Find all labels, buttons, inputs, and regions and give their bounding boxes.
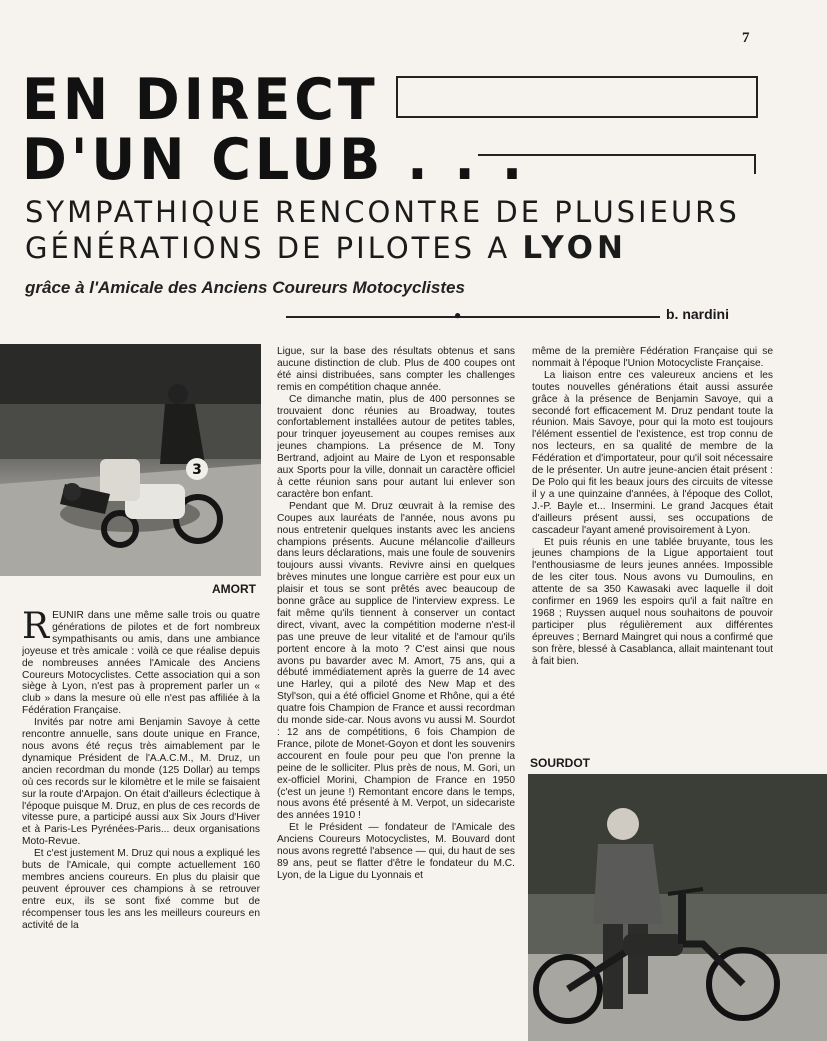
article-column-3 [532,346,773,746]
paragraph [22,610,260,717]
paragraph: Ce dimanche matin, plus de 400 personnes se trouvaient donc réunies au Broadway, toutes confortablement installées autour de petites tables, pour trinquer joyeusement au coupes remises aux jeunes champions. La présence de M. Tony Bertrand, adjoint au Maire de Lyon et responsable aux Sports pour la ville, donnait un caractère officiel à cette réunion sans pour autant lui enlever son caractère bon enfant. [277,393,515,500]
subtitle-city: LYON [522,230,627,266]
byline-author: b. nardini [666,306,729,322]
paragraph: Et puis réunis en une tablée bruyante, tous les jeunes champions de la Ligue apportaient tout l'enthousiasme de leurs jeunes années. Impossible de les citer tous. Nous avons vu Dumoulins, en attente de sa 350 Kawasaki avec laquelle il doit confirmer en 1969 les espoirs qu'il a fait naître en 1968 ; Ruyssen auquel nous souhaitons de pouvoir participer plus régulièrement aux différentes épreuves ; Bernard Maingret qui nous a confirmé que son frère, blessé à Casablanca, allait maintenant tout à fait bien. [532,536,773,667]
paragraph: Invités par notre ami Benjamin Savoye à cette rencontre annuelle, sans doute unique en France, nous avons été reçus très aimablement par le dynamique Président de l'A.A.C.M., M. Druz, un ancien recordman du monde (125 Dollar) au temps où ces records sur le kilomètre et le mile se faisaient sur la route d'Arpajon. On était d'ailleurs éclectique à l'époque puisque M. Druz, en plus de ces records de vitesse pure, a participé aussi aux Six Jours d'Hiver et à Paris-Les Pyrénées-Paris... deux organisations Moto-Revue. [22,717,260,848]
paragraph: La liaison entre ces valeureux anciens et les toutes nouvelles générations était aussi assurée grâce à la présence de Benjamin Savoye, qui a secondé fort efficacement M. Druz pendant toute la réunion. Mais Savoye, pour qui la moto est toujours l'élément essentiel de l'existence, est trop connu de nos lecteurs, en sa qualité de membre de la Fédération et d'importateur, pour qu'il soit nécessaire de le présenter. Un autre jeune-ancien était présent : De Polo qui fit les beaux jours des circuits de vitesse il y a une quinzaine d'années, à l'époque des Collot, J.-P. Bayle et... Insermini. Le grand Jacques était d'ailleurs présent aussi, ses occupations de cascadeur l'ayant amené provisoirement à Lyon. [532,369,773,536]
headline-frame-corner [478,154,756,174]
paragraph-text: EUNIR dans une même salle trois ou quatre générations de pilotes et de fort nombreux sympathisants ou amis, dans une ambiance joyeuse et très amicale : voilà ce que réalise depuis de nombreuses années l'Amicale des Anciens Coureurs Motocyclistes. Cette association qui a son siège à Lyon, n'est pas à proprement parler un « club » dans la mesure où elle n'est pas affiliée à la Fédération Française. [22,610,260,717]
subtitle-line-2 [25,232,627,264]
paragraph: Pendant que M. Druz œuvrait à la remise des Coupes aux lauréats de l'année, nous avons pu nous entretenir quelques instants avec les anciens champions présents. Aucune mélancolie d'ailleurs dans leurs déclarations, mais une foule de souvenirs toujours aussi vivants. Revivre ainsi en quelques brèves minutes une longue carrière est pour eux un plaisir et tous se sont prêtés avec beaucoup de bonne grâce au supplice de l'interview express. Le fait même qu'ils tiennent à conserver un contact direct, vivant, avec la compétition moderne n'est-il pas une preuve de leur vitalité et de l'amour qu'ils portent encore à la moto ? C'est ainsi que nous avons pu bavarder avec M. Amort, 75 ans, qui a débuté immédiatement après la guerre de 14 avec une Harley, qui a piloté des New Map et des Styl'son, qui a été officiel Gnome et Rhône, qui a été quatre fois Champion de France et aussi recordman du monde side-car. Nous avons vu aussi M. Sourdot : 12 ans de compétitions, 6 fois Champion de France, pilote de Monet-Goyon et dont les souvenirs accourent en foule pour peu que l'on prenne la peine de le solliciter. Plus près de nous, M. Gori, un ex-officiel Morini, Champion de France en 1950 (c'est un jeune !) Remontant encore dans le temps, nous avons été présenté à M. Verpot, un sidecariste des années 1910 ! [277,500,515,822]
article-column-1 [22,610,260,1038]
tagline: grâce à l'Amicale des Anciens Coureurs Motocyclistes [25,278,465,297]
headline-frame [396,76,758,118]
headline-line-1: EN DIRECT [22,66,379,133]
paragraph: Et c'est justement M. Druz qui nous a expliqué les buts de l'Amicale, qui compte actuellement 160 membres anciens coureurs. En plus du plaisir que peuvent éprouver ces champions à se retrouver entre eux, ils se sont fixé comme but de récompenser tous les ans les meilleurs coureurs en activité de la [22,848,260,931]
paragraph: même de la première Fédération Française qui se nommait à l'époque l'Union Motocycliste Française. [532,346,773,369]
caption-amort: AMORT [212,582,256,596]
photo-amort-sidecar [0,344,261,576]
headline-line-2: D'UN CLUB . . . [22,126,527,193]
byline-rule [286,316,660,318]
race-number: 3 [192,462,202,478]
caption-sourdot: SOURDOT [530,756,590,770]
byline-bullet-icon: ● [454,308,462,322]
subtitle-line-1: SYMPATHIQUE RENCONTRE DE PLUSIEURS [25,195,740,229]
drop-cap: R [22,610,50,647]
sidecar-illustration [0,344,261,576]
article-column-2 [277,346,515,1038]
photo-sourdot-motorcycle [528,774,827,1041]
motorcycle-illustration [528,774,827,1041]
subtitle-prefix: GÉNÉRATIONS DE PILOTES A [25,231,511,265]
paragraph: Ligue, sur la base des résultats obtenus et sans aucune distinction de club. Plus de 400 coupes ont été ainsi distribuées, sans compter les challenges remis en compétition chaque année. [277,346,515,393]
page-number: 7 [742,30,750,46]
paragraph: Et le Président — fondateur de l'Amicale des Anciens Coureurs Motocyclistes, M. Bouvard dont nous avons regretté l'absence — qui, du haut de ses 89 ans, peut se flatter d'être le fondateur du M.C. Lyon, de la Ligue du Lyonnais et [277,822,515,881]
